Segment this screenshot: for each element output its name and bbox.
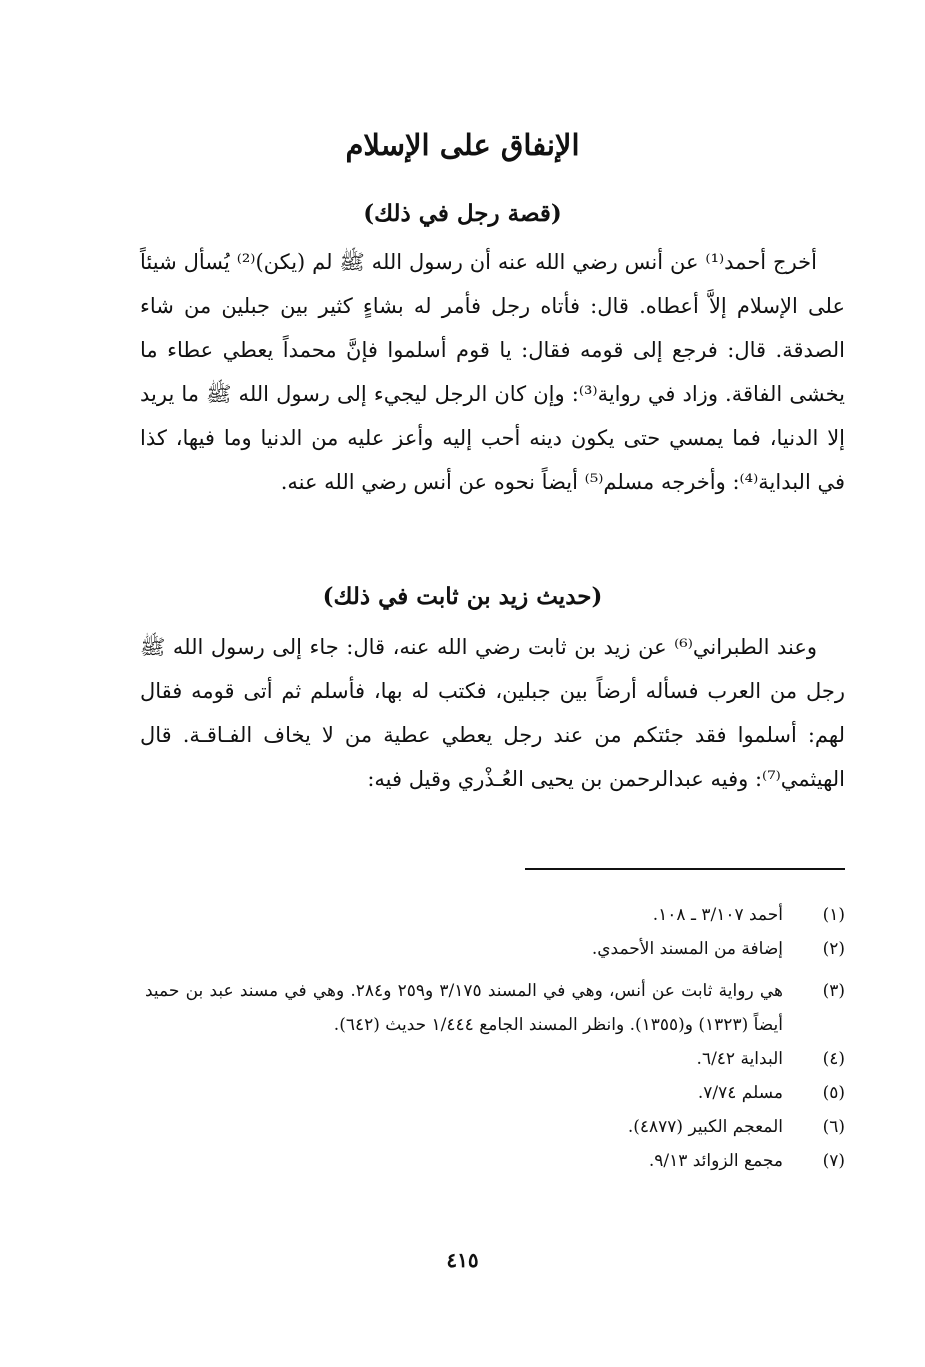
footnote-text: إضافة من المسند الأحمدي. — [591, 939, 783, 959]
footnote-item — [145, 974, 845, 1042]
footnote-number: (٣) — [822, 981, 845, 1001]
section-heading-zayd: (حديث زيد بن ثابت في ذلك) — [322, 583, 603, 610]
footnotes — [145, 898, 845, 1178]
footnote-text: البداية ٦/٤٢. — [696, 1049, 783, 1069]
footnote-text: أحمد ٣/١٠٧ ـ ١٠٨. — [652, 905, 783, 925]
paragraph-story: أخرج أحمد⁽¹⁾ عن أنس رضي الله عنه أن رسول الله ﷺ لم (يكن)⁽²⁾ يُسأل شيئاً على الإسلام إلاَّ أعطاه. قال: فأتاه رجل فأمر له بشاءٍ كثير بين جبلين من شاء الصدقة. قال: فرجع إلى قومه فقال: يا قوم أسلموا فإنَّ محمداً يعطي عطاء ما يخشى الفاقة. وزاد في رواية⁽³⁾: وإن كان الرجل ليجيء إلى رسول الله ﷺ ما يريد إلا الدنيا، فما يمسي حتى يكون دينه أحب إليه وأعز عليه من الدنيا وما فيها، كذا في البداية⁽⁴⁾: وأخرجه مسلم⁽⁵⁾ أيضاً نحوه عن أنس رضي الله عنه. — [140, 250, 845, 494]
page-number: ٤١٥ — [446, 1248, 479, 1272]
section-heading-story: (قصة رجل في ذلك) — [363, 200, 562, 227]
footnote-item — [145, 1076, 845, 1110]
footnote-text: مجمع الزوائد ٩/١٣. — [648, 1151, 783, 1171]
footnote-number: (٧) — [822, 1151, 845, 1171]
footnote-number: (٢) — [822, 939, 845, 959]
footnote-item — [145, 1042, 845, 1076]
footnote-item — [145, 898, 845, 932]
footnote-text: المعجم الكبير (٤٨٧٧). — [627, 1117, 783, 1137]
footnote-text: هي رواية ثابت عن أنس، وهي في المسند ٣/١٧٥ و٢٥٩ و٢٨٤. وهي في مسند عبد بن حميد أيضاً (١٣٢٣) و(١٣٥٥). وانظر المسند الجامع ١/٤٤٤ حديث (٦٤٢). — [145, 981, 783, 1035]
chapter-title: الإنفاق على الإسلام — [345, 128, 580, 162]
footnote-number: (٥) — [822, 1083, 845, 1103]
footnote-number: (٤) — [822, 1049, 845, 1069]
footnote-item — [145, 1144, 845, 1178]
footnote-number: (٦) — [822, 1117, 845, 1137]
footnote-separator — [525, 868, 845, 870]
footnote-text: مسلم ٧/٧٤. — [697, 1083, 783, 1103]
footnote-item — [145, 1110, 845, 1144]
footnote-number: (١) — [822, 905, 845, 925]
footnote-item — [145, 932, 845, 966]
paragraph-zayd: وعند الطبراني⁽⁶⁾ عن زيد بن ثابت رضي الله عنه، قال: جاء إلى رسول الله ﷺ رجل من العرب فسأله أرضاً بين جبلين، فكتب له بها، فأسلم ثم أتى قومه فقال لهم: أسلموا فقد جئتكم من عند رجل يعطي عطية من لا يخاف الفـاقـة. قال الهيثمي⁽⁷⁾: وفيه عبدالرحمن بن يحيى العُـذْري وقيل فيه: — [140, 635, 845, 791]
